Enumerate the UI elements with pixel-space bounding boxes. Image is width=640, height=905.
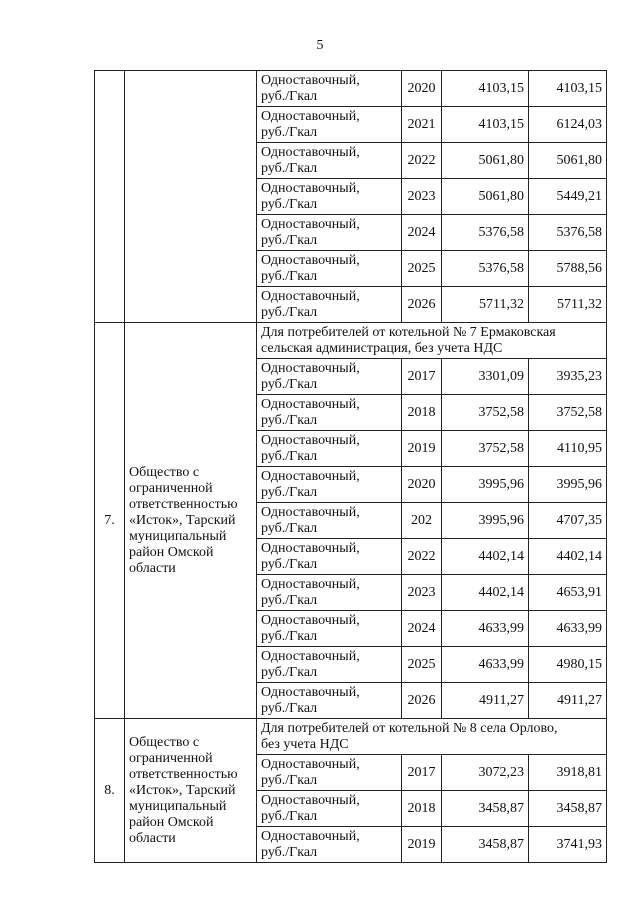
consumers-line: сельская администрация, без учета НДС (261, 340, 503, 356)
tariff-type-line: Одноставочный, (261, 540, 360, 556)
tariff-type-line: Одноставочный, (261, 828, 360, 844)
organization-line: области (129, 830, 176, 846)
year-cell: 2018 (402, 395, 442, 431)
tariff-value-first-half: 5376,58 (442, 215, 529, 251)
year-cell: 2022 (402, 539, 442, 575)
year-cell: 2017 (402, 755, 442, 791)
year-cell: 2020 (402, 467, 442, 503)
organization-line: области (129, 560, 176, 576)
tariff-value-second-half: 3995,96 (529, 467, 607, 503)
tariff-value-second-half: 3458,87 (529, 791, 607, 827)
tariff-unit-line: руб./Гкал (261, 268, 318, 284)
tariff-value-first-half: 3752,58 (442, 431, 529, 467)
tariff-value-first-half: 3458,87 (442, 791, 529, 827)
consumers-description-cell (257, 719, 607, 755)
table-row (95, 71, 607, 107)
organization-cell (125, 719, 257, 863)
tariff-type-line: Одноставочный, (261, 360, 360, 376)
tariff-type-line: Одноставочный, (261, 576, 360, 592)
tariff-type-cell (257, 143, 402, 179)
tariff-value-second-half: 3918,81 (529, 755, 607, 791)
tariff-unit-line: руб./Гкал (261, 556, 318, 572)
tariff-type-line: Одноставочный, (261, 396, 360, 412)
tariff-type-cell (257, 431, 402, 467)
tariff-value-second-half: 4653,91 (529, 575, 607, 611)
organization-cell-empty (125, 71, 257, 323)
organization-line: ответственностью (129, 766, 238, 782)
tariff-unit-line: руб./Гкал (261, 664, 318, 680)
tariff-type-line: Одноставочный, (261, 288, 360, 304)
tariff-type-cell (257, 575, 402, 611)
tariff-type-cell (257, 359, 402, 395)
consumers-line: без учета НДС (261, 736, 349, 752)
consumers-description-cell (257, 323, 607, 359)
tariff-type-cell (257, 179, 402, 215)
organization-line: муниципальный (129, 798, 227, 814)
tariff-unit-line: руб./Гкал (261, 412, 318, 428)
tariff-type-cell (257, 755, 402, 791)
tariff-value-first-half: 4633,99 (442, 647, 529, 683)
tariff-value-second-half: 5711,32 (529, 287, 607, 323)
year-cell: 2023 (402, 179, 442, 215)
tariff-value-second-half: 3741,93 (529, 827, 607, 863)
tariff-type-cell (257, 611, 402, 647)
tariff-unit-line: руб./Гкал (261, 196, 318, 212)
tariff-unit-line: руб./Гкал (261, 772, 318, 788)
tariff-unit-line: руб./Гкал (261, 160, 318, 176)
tariff-type-cell (257, 215, 402, 251)
tariff-value-first-half: 5711,32 (442, 287, 529, 323)
tariff-type-cell (257, 71, 402, 107)
tariff-value-second-half: 5061,80 (529, 143, 607, 179)
organization-line: «Исток», Тарский (129, 782, 236, 798)
tariff-type-cell (257, 503, 402, 539)
organization-line: ответственностью (129, 496, 238, 512)
tariff-value-first-half: 4402,14 (442, 575, 529, 611)
consumers-line: Для потребителей от котельной № 7 Ермаковская (261, 324, 556, 340)
tariff-value-first-half: 3995,96 (442, 503, 529, 539)
tariff-value-second-half: 5376,58 (529, 215, 607, 251)
organization-line: ограниченной (129, 480, 213, 496)
tariff-value-second-half: 4911,27 (529, 683, 607, 719)
year-cell: 202 (402, 503, 442, 539)
tariff-unit-line: руб./Гкал (261, 304, 318, 320)
tariff-type-cell (257, 683, 402, 719)
tariff-unit-line: руб./Гкал (261, 592, 318, 608)
tariff-type-cell (257, 827, 402, 863)
tariff-value-second-half: 6124,03 (529, 107, 607, 143)
tariff-value-first-half: 3458,87 (442, 827, 529, 863)
year-cell: 2023 (402, 575, 442, 611)
tariff-unit-line: руб./Гкал (261, 124, 318, 140)
row-number-cell-empty (95, 71, 125, 323)
row-number-cell: 8. (95, 719, 125, 863)
tariff-value-first-half: 5061,80 (442, 143, 529, 179)
section-header-row (95, 323, 607, 359)
year-cell: 2019 (402, 431, 442, 467)
tariff-type-cell (257, 251, 402, 287)
year-cell: 2025 (402, 647, 442, 683)
year-cell: 2019 (402, 827, 442, 863)
tariff-type-line: Одноставочный, (261, 108, 360, 124)
organization-line: муниципальный (129, 528, 227, 544)
tariff-type-line: Одноставочный, (261, 468, 360, 484)
year-cell: 2018 (402, 791, 442, 827)
tariff-value-first-half: 3752,58 (442, 395, 529, 431)
organization-line: Общество с (129, 734, 200, 750)
tariff-type-cell (257, 395, 402, 431)
tariff-unit-line: руб./Гкал (261, 88, 318, 104)
year-cell: 2020 (402, 71, 442, 107)
tariff-type-line: Одноставочный, (261, 612, 360, 628)
section-header-row (95, 719, 607, 755)
tariff-value-first-half: 4103,15 (442, 107, 529, 143)
tariff-value-second-half: 5449,21 (529, 179, 607, 215)
tariff-unit-line: руб./Гкал (261, 808, 318, 824)
tariff-type-line: Одноставочный, (261, 72, 360, 88)
tariff-type-line: Одноставочный, (261, 648, 360, 664)
consumers-line: Для потребителей от котельной № 8 села Орлово, (261, 720, 558, 736)
tariff-table-body (95, 71, 607, 863)
row-number-cell: 7. (95, 323, 125, 719)
page-number: 5 (316, 38, 324, 53)
tariff-type-line: Одноставочный, (261, 180, 360, 196)
tariff-type-line: Одноставочный, (261, 432, 360, 448)
year-cell: 2026 (402, 683, 442, 719)
tariff-value-first-half: 3072,23 (442, 755, 529, 791)
tariff-value-first-half: 4402,14 (442, 539, 529, 575)
tariff-value-first-half: 5376,58 (442, 251, 529, 287)
year-cell: 2026 (402, 287, 442, 323)
tariff-type-cell (257, 791, 402, 827)
tariff-type-line: Одноставочный, (261, 504, 360, 520)
tariff-unit-line: руб./Гкал (261, 376, 318, 392)
tariff-unit-line: руб./Гкал (261, 844, 318, 860)
tariff-type-cell (257, 467, 402, 503)
year-cell: 2021 (402, 107, 442, 143)
tariff-type-line: Одноставочный, (261, 252, 360, 268)
tariff-unit-line: руб./Гкал (261, 484, 318, 500)
tariff-value-second-half: 4110,95 (529, 431, 607, 467)
tariff-value-second-half: 3752,58 (529, 395, 607, 431)
tariff-type-line: Одноставочный, (261, 144, 360, 160)
tariff-value-second-half: 4707,35 (529, 503, 607, 539)
organization-cell (125, 323, 257, 719)
organization-line: Общество с (129, 464, 200, 480)
tariff-value-second-half: 4980,15 (529, 647, 607, 683)
tariff-type-cell (257, 539, 402, 575)
organization-line: ограниченной (129, 750, 213, 766)
tariff-type-cell (257, 647, 402, 683)
tariff-unit-line: руб./Гкал (261, 628, 318, 644)
tariff-table (94, 70, 607, 863)
tariff-value-first-half: 5061,80 (442, 179, 529, 215)
year-cell: 2024 (402, 215, 442, 251)
organization-line: «Исток», Тарский (129, 512, 236, 528)
organization-line: район Омской (129, 814, 214, 830)
tariff-type-line: Одноставочный, (261, 756, 360, 772)
tariff-unit-line: руб./Гкал (261, 448, 318, 464)
tariff-value-second-half: 3935,23 (529, 359, 607, 395)
tariff-unit-line: руб./Гкал (261, 700, 318, 716)
year-cell: 2024 (402, 611, 442, 647)
tariff-value-second-half: 4402,14 (529, 539, 607, 575)
tariff-type-line: Одноставочный, (261, 684, 360, 700)
tariff-value-first-half: 4633,99 (442, 611, 529, 647)
tariff-type-cell (257, 287, 402, 323)
tariff-type-line: Одноставочный, (261, 216, 360, 232)
tariff-value-first-half: 4103,15 (442, 71, 529, 107)
tariff-value-second-half: 4633,99 (529, 611, 607, 647)
tariff-value-second-half: 5788,56 (529, 251, 607, 287)
tariff-value-second-half: 4103,15 (529, 71, 607, 107)
tariff-value-first-half: 3995,96 (442, 467, 529, 503)
tariff-value-first-half: 3301,09 (442, 359, 529, 395)
year-cell: 2017 (402, 359, 442, 395)
year-cell: 2022 (402, 143, 442, 179)
tariff-type-cell (257, 107, 402, 143)
organization-line: район Омской (129, 544, 214, 560)
tariff-type-line: Одноставочный, (261, 792, 360, 808)
tariff-value-first-half: 4911,27 (442, 683, 529, 719)
tariff-unit-line: руб./Гкал (261, 520, 318, 536)
tariff-unit-line: руб./Гкал (261, 232, 318, 248)
year-cell: 2025 (402, 251, 442, 287)
